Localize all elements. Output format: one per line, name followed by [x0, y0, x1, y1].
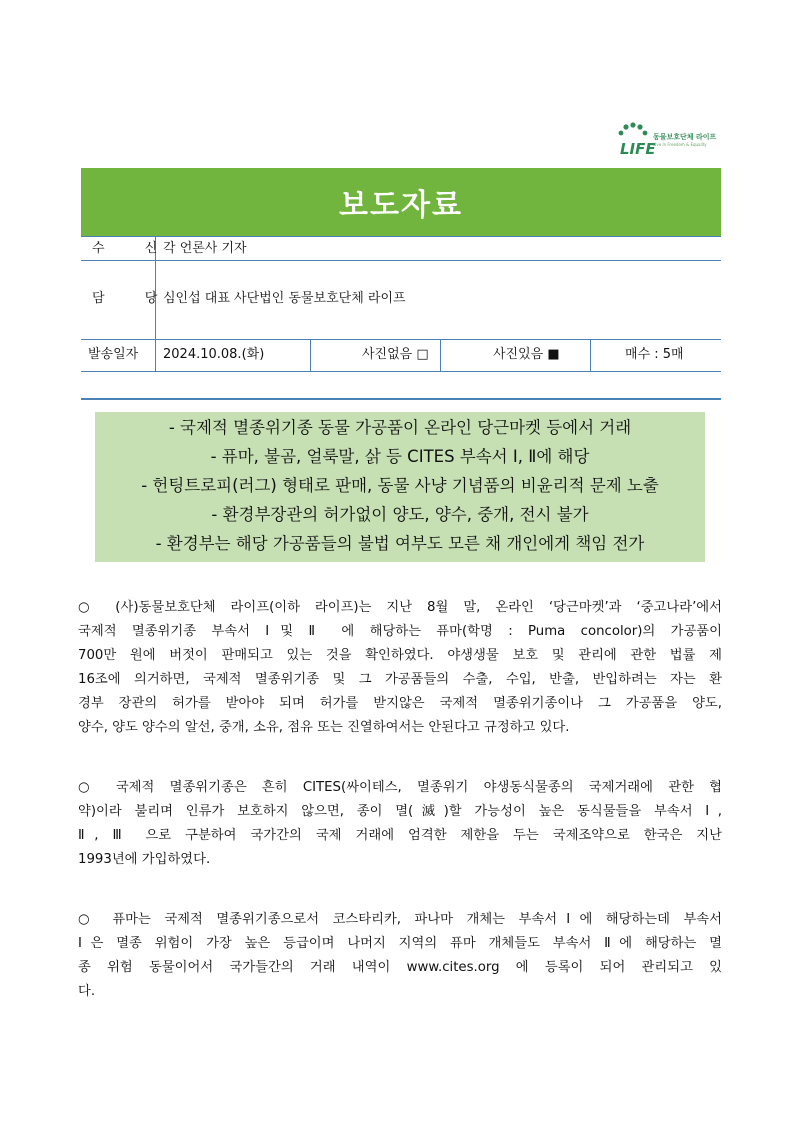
no-photo-checkbox: 사진없음 □ [362, 347, 429, 362]
paragraph-line: Ⅱ, Ⅲ 으로 구분하여 국가간의 국제 거래에 엄격한 제한을 두는 국제조약으로 한국은 지난 [78, 828, 722, 843]
summary-line: - 헌팅트로피(러그) 형태로 판매, 동물 사냥 기념품의 비윤리적 문제 노출 [141, 476, 659, 495]
paragraph-line: 1993년에 가입하였다. [78, 852, 211, 867]
table-column-divider [590, 340, 591, 371]
title-banner [81, 168, 721, 236]
paragraph-line: 경부 장관의 허가를 받아야 되며 허가를 받지않은 국제적 멸종위기종이나 그 가공품을 양도, [78, 696, 722, 711]
paragraph-line: ○ 국제적 멸종위기종은 흔히 CITES(싸이테스, 멸종위기 야생동식물종의 국제거래에 관한 협 [78, 780, 722, 795]
organization-logo [617, 122, 717, 158]
paragraph-line: 약)이라 불리며 인류가 보호하지 않으면, 종이 멸(滅)할 가능성이 높은 동식물들을 부속서 Ⅰ, [78, 804, 722, 819]
summary-line: - 퓨마, 불곰, 얼룩말, 삵 등 CITES 부속서 Ⅰ, Ⅱ에 해당 [210, 447, 590, 466]
paragraph-line: 700만 원에 버젓이 판매되고 있는 것을 확인하였다. 야생생물 보호 및 관리에 관한 법률 제 [78, 648, 722, 663]
page-title: 보도자료 [339, 188, 463, 223]
paragraph-line: 16조에 의거하면, 국제적 멸종위기종 및 그 가공품들의 수출, 수입, 반출, 반입하려는 자는 환 [78, 672, 722, 687]
has-photo-checkbox: 사진있음 ■ [493, 347, 560, 362]
summary-line: - 국제적 멸종위기종 동물 가공품이 온라인 당근마켓 등에서 거래 [168, 418, 632, 437]
paw-logo-icon [617, 122, 656, 158]
recipient-label: 수 신 [92, 241, 176, 256]
body-paragraph-1 [78, 596, 722, 740]
paragraph-line: 종 위험 동물이어서 국가들간의 거래 내역이 www.cites.org 에 등록이 되어 관리되고 있 [78, 960, 722, 975]
table-row-divider [81, 339, 721, 340]
table-row-divider [81, 260, 721, 261]
logo-tagline: Live In Freedom & Equality [653, 142, 707, 147]
paragraph-line: 다. [78, 984, 96, 999]
summary-line: - 환경부는 해당 가공품들의 불법 여부도 모른 채 개인에게 책임 전가 [155, 534, 645, 553]
logo-name: 동물보호단체 라이프 [653, 133, 717, 141]
summary-line: - 환경부장관의 허가없이 양도, 양수, 중개, 전시 불가 [211, 505, 589, 524]
page-count: 매수 : 5매 [625, 347, 684, 362]
contact-value: 심인섭 대표 사단법인 동물보호단체 라이프 [163, 291, 406, 306]
contact-label: 담 당 [92, 291, 176, 306]
paragraph-line: 국제적 멸종위기종 부속서 Ⅰ및 Ⅱ 에 해당하는 퓨마(학명 : Puma concolor)의 가공품이 [78, 624, 722, 639]
table-column-divider [440, 340, 441, 371]
paragraph-line: ○ (사)동물보호단체 라이프(이하 라이프)는 지난 8월 말, 온라인 ‘당근마켓’과 ‘중고나라’에서 [78, 600, 722, 615]
summary-box [95, 412, 705, 562]
table-bottom-border [81, 398, 721, 400]
table-row-divider [81, 371, 721, 372]
logo-mark-text: LIFE [620, 140, 656, 158]
date-value: 2024.10.08.(화) [163, 347, 265, 362]
body-paragraph-3 [78, 908, 722, 1004]
paragraph-line: ○ 퓨마는 국제적 멸종위기종으로서 코스타리카, 파나마 개체는 부속서Ⅰ에 해당하는데 부속서 [78, 912, 722, 927]
table-top-border [81, 236, 721, 237]
paragraph-line: 양수, 양도 양수의 알선, 중개, 소유, 점유 또는 진열하여서는 안된다고 규정하고 있다. [78, 720, 570, 735]
recipient-value: 각 언론사 기자 [163, 241, 247, 256]
date-label: 발송일자 [88, 347, 139, 362]
table-column-divider [310, 340, 311, 371]
body-paragraph-2 [78, 776, 722, 872]
paragraph-line: Ⅰ은 멸종 위험이 가장 높은 등급이며 나머지 지역의 퓨마 개체들도 부속서 Ⅱ에 해당하는 멸 [78, 936, 722, 951]
